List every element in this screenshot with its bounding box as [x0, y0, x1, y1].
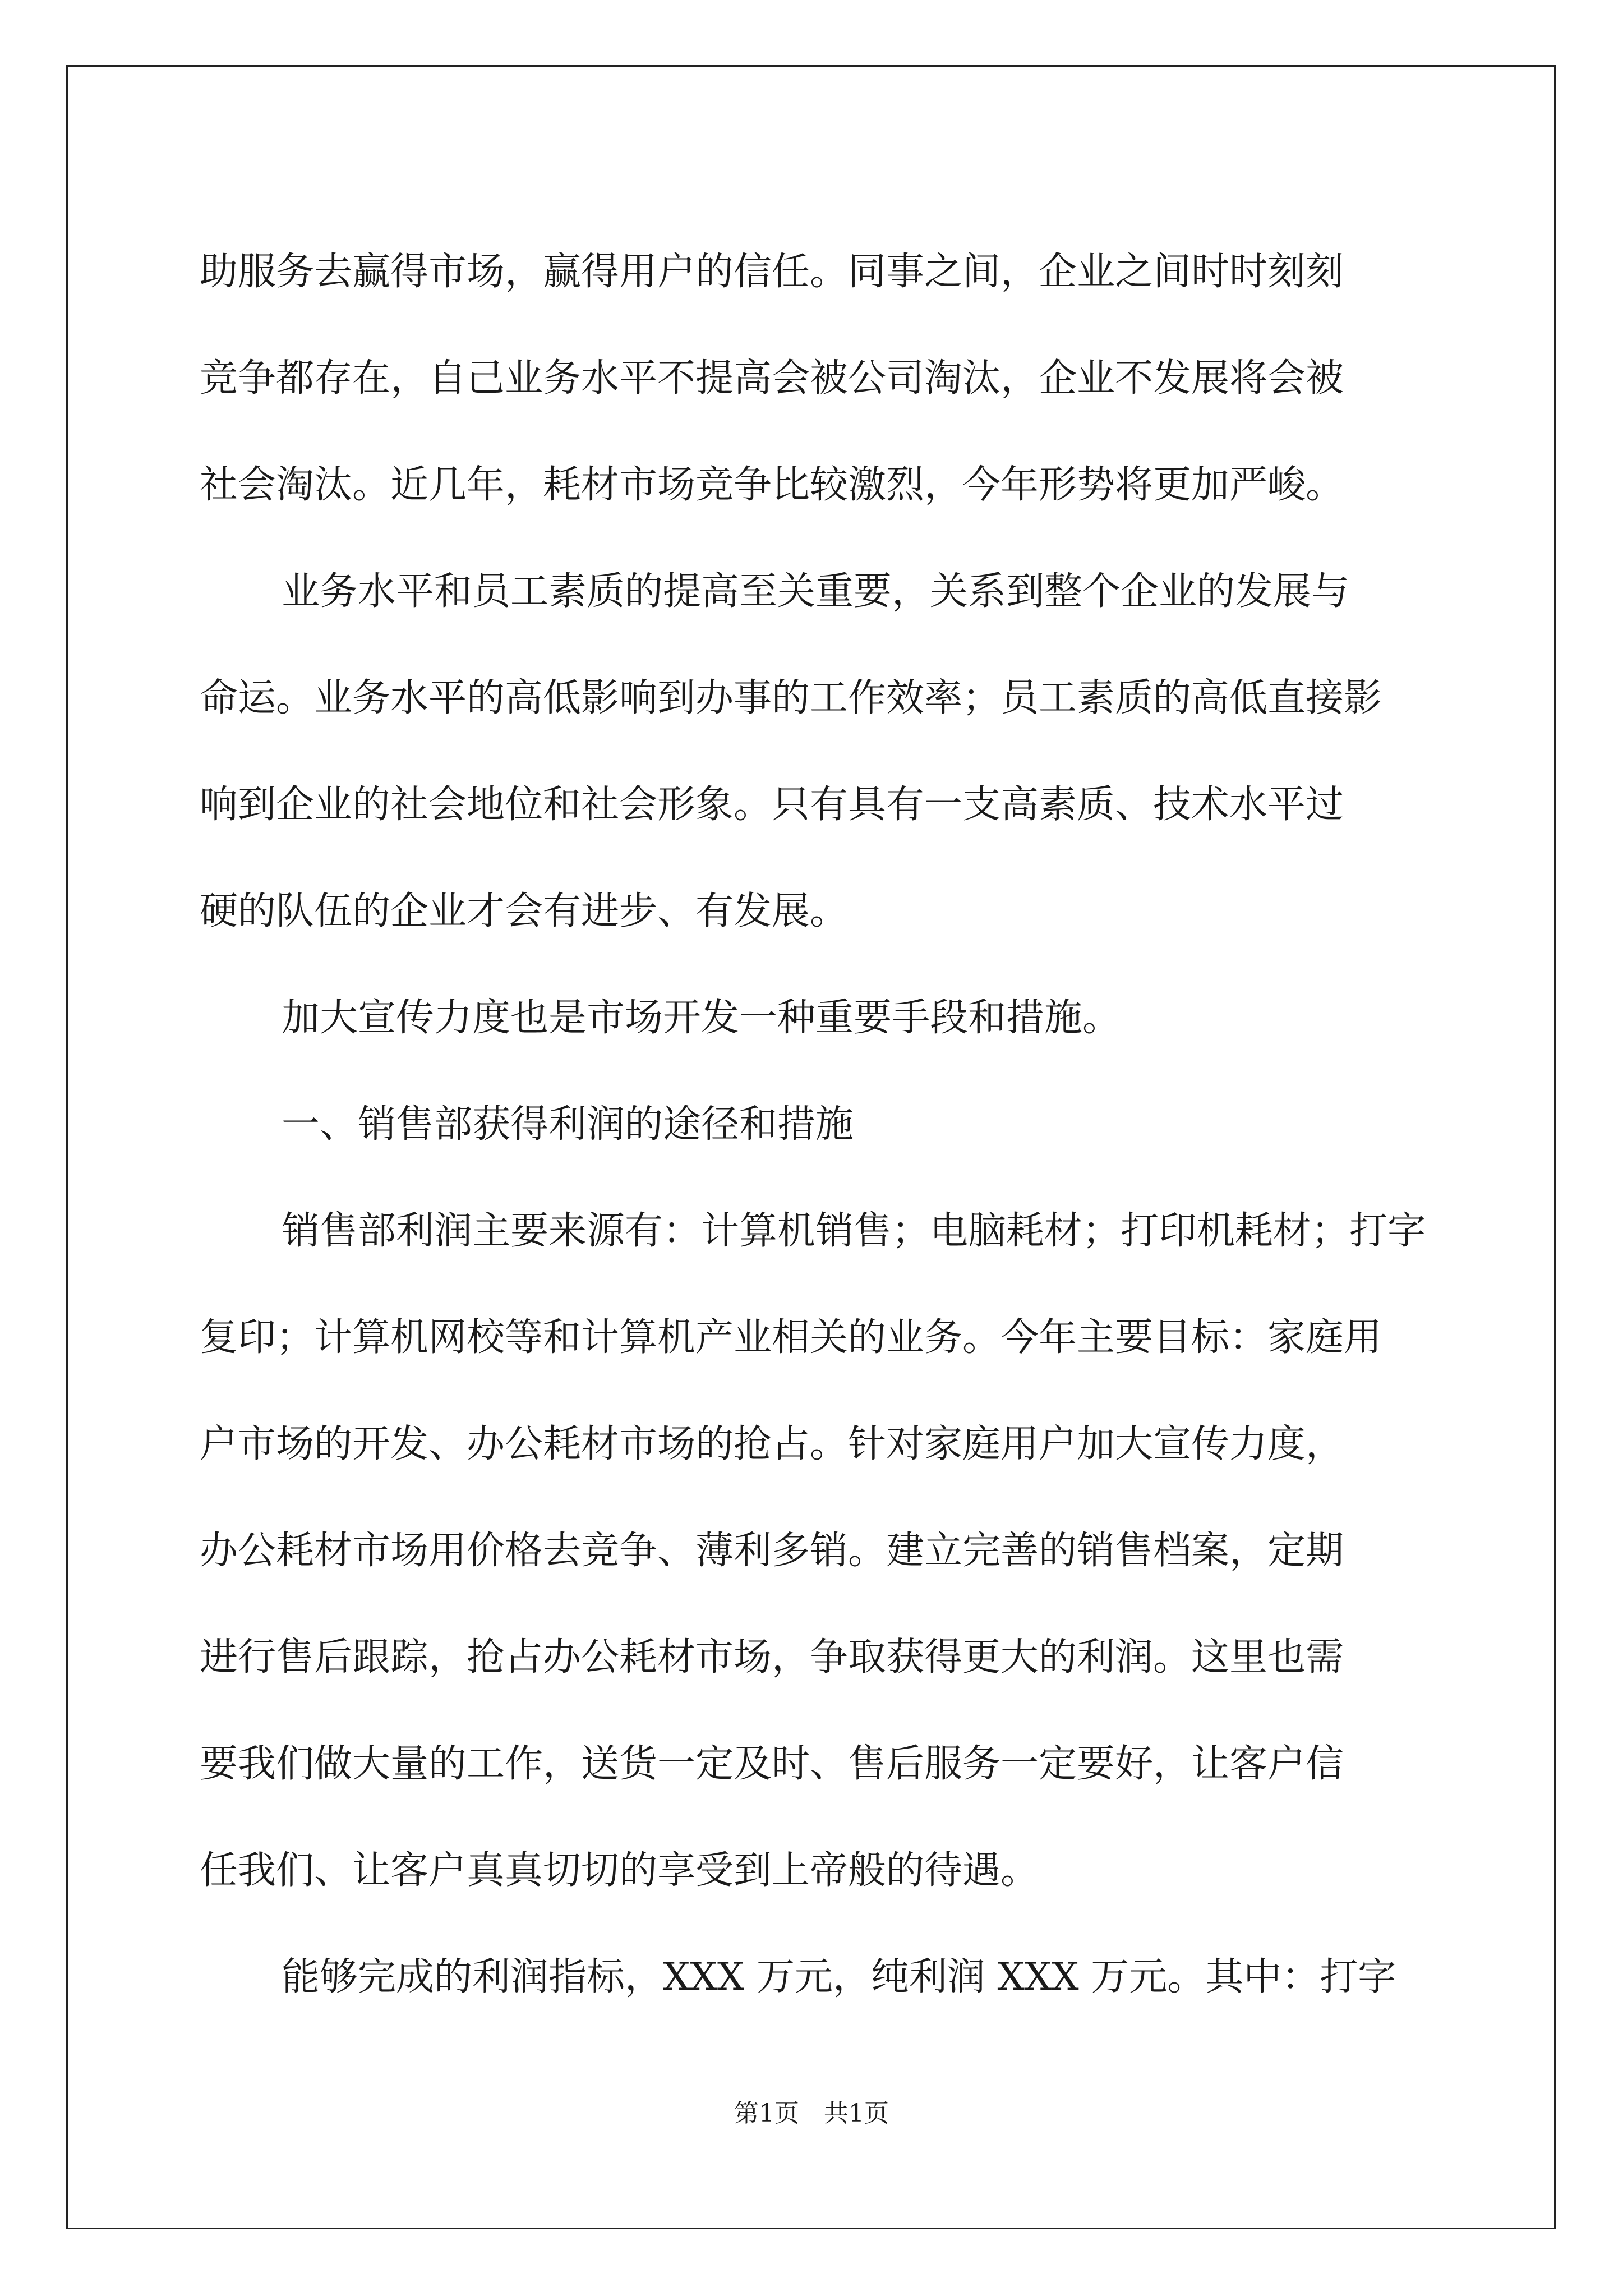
- text-line: 助服务去赢得市场，赢得用户的信任。同事之间，企业之间时时刻刻: [200, 250, 1344, 294]
- text-line: 命运。业务水平的高低影响到办事的工作效率；员工素质的高低直接影: [200, 676, 1382, 720]
- paragraph-start-line: 销售部利润主要来源有：计算机销售；电脑耗材；打印机耗材；打字: [282, 1209, 1426, 1253]
- text-line: 办公耗材市场用价格去竞争、薄利多销。建立完善的销售档案，定期: [200, 1529, 1344, 1573]
- paragraph-start-line: 能够完成的利润指标，XXX 万元，纯利润 XXX 万元。其中：打字: [282, 1955, 1396, 1999]
- section-heading: 一、销售部获得利润的途径和措施: [282, 1102, 854, 1147]
- page-number-footer: 第1页 共1页: [734, 2099, 889, 2128]
- text-line: 户市场的开发、办公耗材市场的抢占。针对家庭用户加大宣传力度，: [200, 1422, 1344, 1466]
- text-line: 进行售后跟踪，抢占办公耗材市场，争取获得更大的利润。这里也需: [200, 1635, 1344, 1680]
- text-line: 响到企业的社会地位和社会形象。只有具有一支高素质、技术水平过: [200, 783, 1344, 827]
- paragraph-start-line: 业务水平和员工素质的提高至关重要，关系到整个企业的发展与: [282, 569, 1350, 614]
- text-line: 复印；计算机网校等和计算机产业相关的业务。今年主要目标：家庭用: [200, 1315, 1382, 1360]
- document-body: [200, 219, 1426, 2031]
- paragraph-start-line: 加大宣传力度也是市场开发一种重要手段和措施。: [282, 996, 1121, 1040]
- text-line: 社会淘汰。近几年，耗材市场竞争比较激烈，今年形势将更加严峻。: [200, 463, 1344, 507]
- text-line: 任我们、让客户真真切切的享受到上帝般的待遇。: [200, 1848, 1039, 1893]
- text-line: 要我们做大量的工作，送货一定及时、售后服务一定要好，让客户信: [200, 1742, 1344, 1786]
- text-line: 竞争都存在，自己业务水平不提高会被公司淘汰，企业不发展将会被: [200, 356, 1344, 401]
- text-line: 硬的队伍的企业才会有进步、有发展。: [200, 889, 849, 933]
